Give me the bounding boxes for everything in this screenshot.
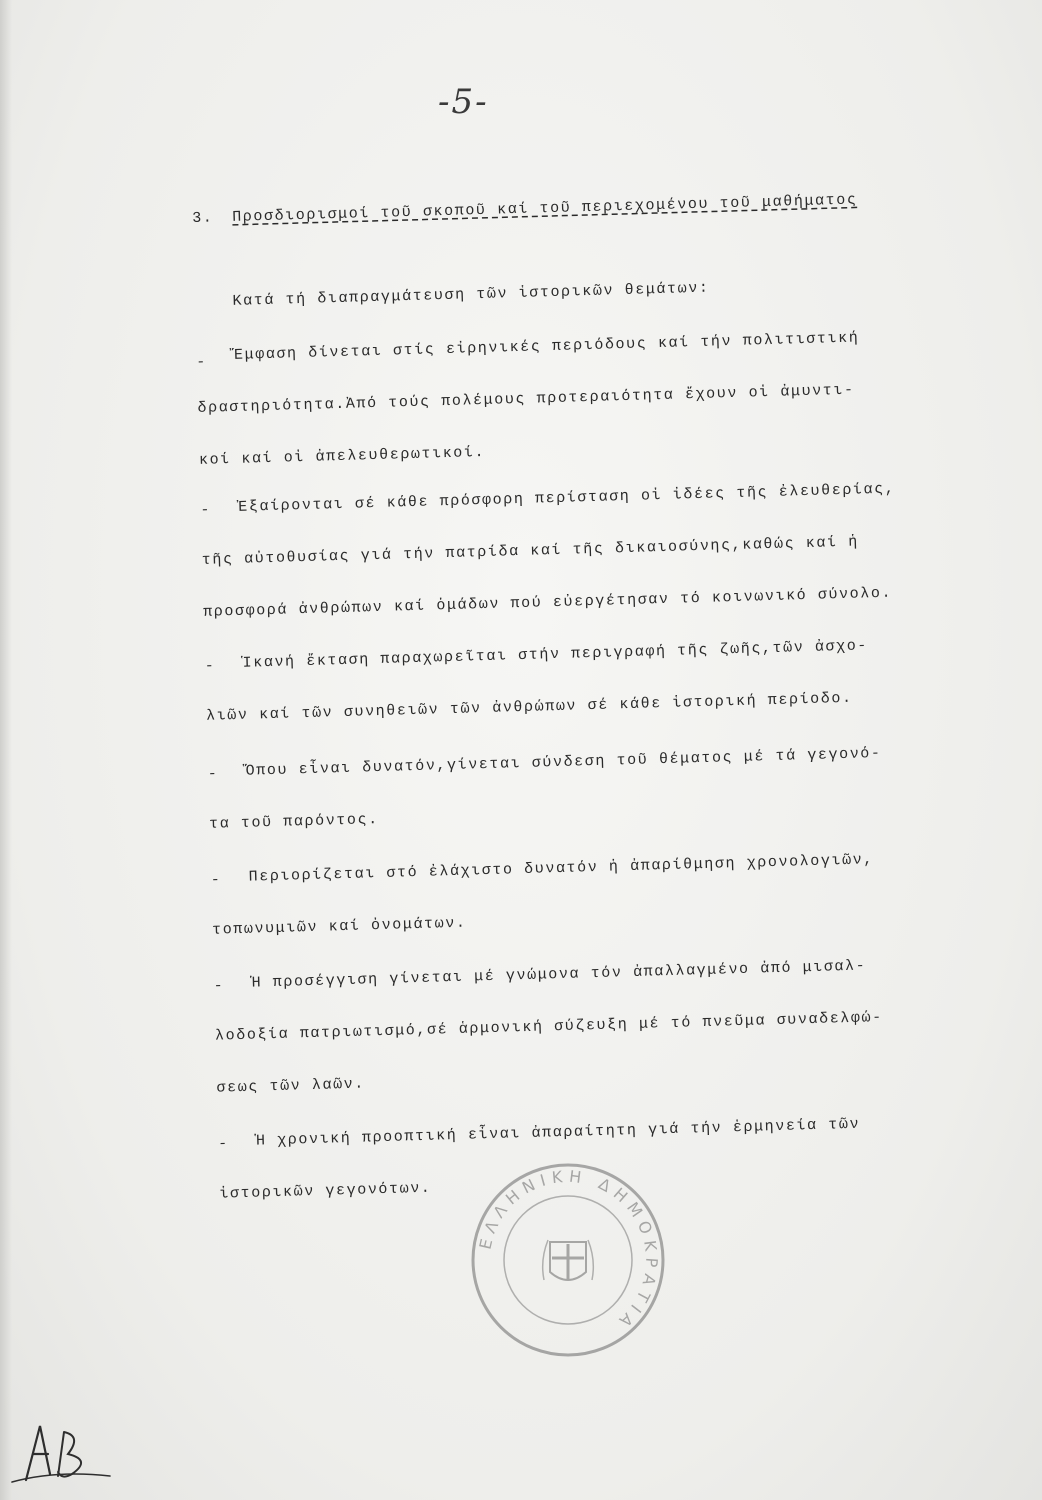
list-item: [210, 848, 990, 939]
list-dash: -: [217, 1135, 229, 1153]
intro-paragraph: Κατά τή διαπραγμάτευση τῶν ἱστορικῶν θεμάτων:: [232, 279, 710, 310]
list-item-line: λοδοξία πατριωτισμό,σέ ἁρμονική σύζευξη μέ τό πνεῦμα συναδελφώ-: [214, 1009, 883, 1045]
list-item-line: Ἡ χρονική προοπτική εἶναι ἀπαραίτητη γιά τήν ἑρμηνεία τῶν: [255, 1115, 861, 1150]
list-item-line: Ἔμφαση δίνεται στίς εἰρηνικές περιόδους καί τήν πολιτιστική: [233, 329, 860, 364]
list-dash: -: [200, 501, 212, 519]
page-number: -5-: [438, 82, 489, 122]
list-item: [200, 478, 980, 621]
list-item-line: προσφορά ἀνθρώπων καί ὁμάδων πού εὐεργέτησαν τό κοινωνικό σύνολο.: [203, 584, 893, 621]
list-item-line: ἱστορικῶν γεγονότων.: [219, 1179, 432, 1203]
list-item-line: δραστηριότητα.Ἀπό τούς πολέμους προτεραιότητα ἔχουν οἱ ἀμυντι-: [197, 381, 855, 417]
section-title: Προσδιορισμοί τοῦ σκοποῦ καί τοῦ περιεχομένου τοῦ μαθήματος: [231, 191, 858, 226]
section-heading: [192, 191, 858, 227]
list-item-line: λιῶν καί τῶν συνηθειῶν τῶν ἀνθρώπων σέ κάθε ἱστορική περίοδο.: [205, 689, 853, 725]
document-body: [192, 188, 972, 1203]
handwritten-initials: [6, 1410, 116, 1490]
list-item-line: Ἡ προσέγγιση γίνεται μέ γνώμονα τόν ἀπαλλαγμένο ἀπό μισαλ-: [251, 957, 867, 992]
list-dash: -: [210, 871, 222, 889]
list-item: [196, 326, 976, 469]
section-number: 3.: [192, 209, 214, 227]
list-item-line: Ἱκανή ἔκταση παραχωρεῖται στήν περιγραφή τῆς ζωῆς,τῶν ἀσχο-: [242, 637, 869, 672]
list-item-line: τα τοῦ παρόντος.: [208, 811, 379, 833]
stamp-text: ΕΛΛΗΝΙΚΗ ΔΗΜΟΚΡΑΤΙΑ: [475, 1166, 662, 1335]
list-item-line: Ὅπου εἶναι δυνατόν,γίνεται σύνδεση τοῦ θέματος μέ τά γεγονό-: [245, 744, 882, 780]
list-item-line: τῆς αὐτοθυσίας γιά τήν πατρίδα καί τῆς δικαιοσύνης,καθώς καί ἡ: [201, 533, 860, 569]
official-stamp: [468, 1160, 668, 1360]
list-item-line: τοπωνυμιῶν καί ὀνομάτων.: [211, 914, 467, 939]
list-dash: -: [204, 657, 216, 675]
list-dash: -: [213, 977, 225, 995]
list-item-line: Περιορίζεται στό ἐλάχιστο δυνατόν ἡ ἀπαρίθμηση χρονολογιῶν,: [248, 851, 875, 886]
list-dash: -: [207, 765, 219, 783]
list-dash: -: [196, 353, 208, 371]
list-item: [217, 1112, 998, 1203]
list-item: [204, 634, 984, 725]
coat-of-arms-icon: [543, 1240, 594, 1280]
list-item-line: σεως τῶν λαῶν.: [216, 1075, 366, 1097]
page-edge-shadow: [0, 0, 12, 1500]
list-item: [207, 742, 987, 833]
list-item: [213, 954, 993, 1097]
list-item-line: Ἐξαίρονται σέ κάθε πρόσφορη περίσταση οἱ ἰδέες τῆς ἐλευθερίας,: [238, 480, 896, 516]
list-item-line: κοί καί οἱ ἀπελευθερωτικοί.: [198, 443, 486, 469]
